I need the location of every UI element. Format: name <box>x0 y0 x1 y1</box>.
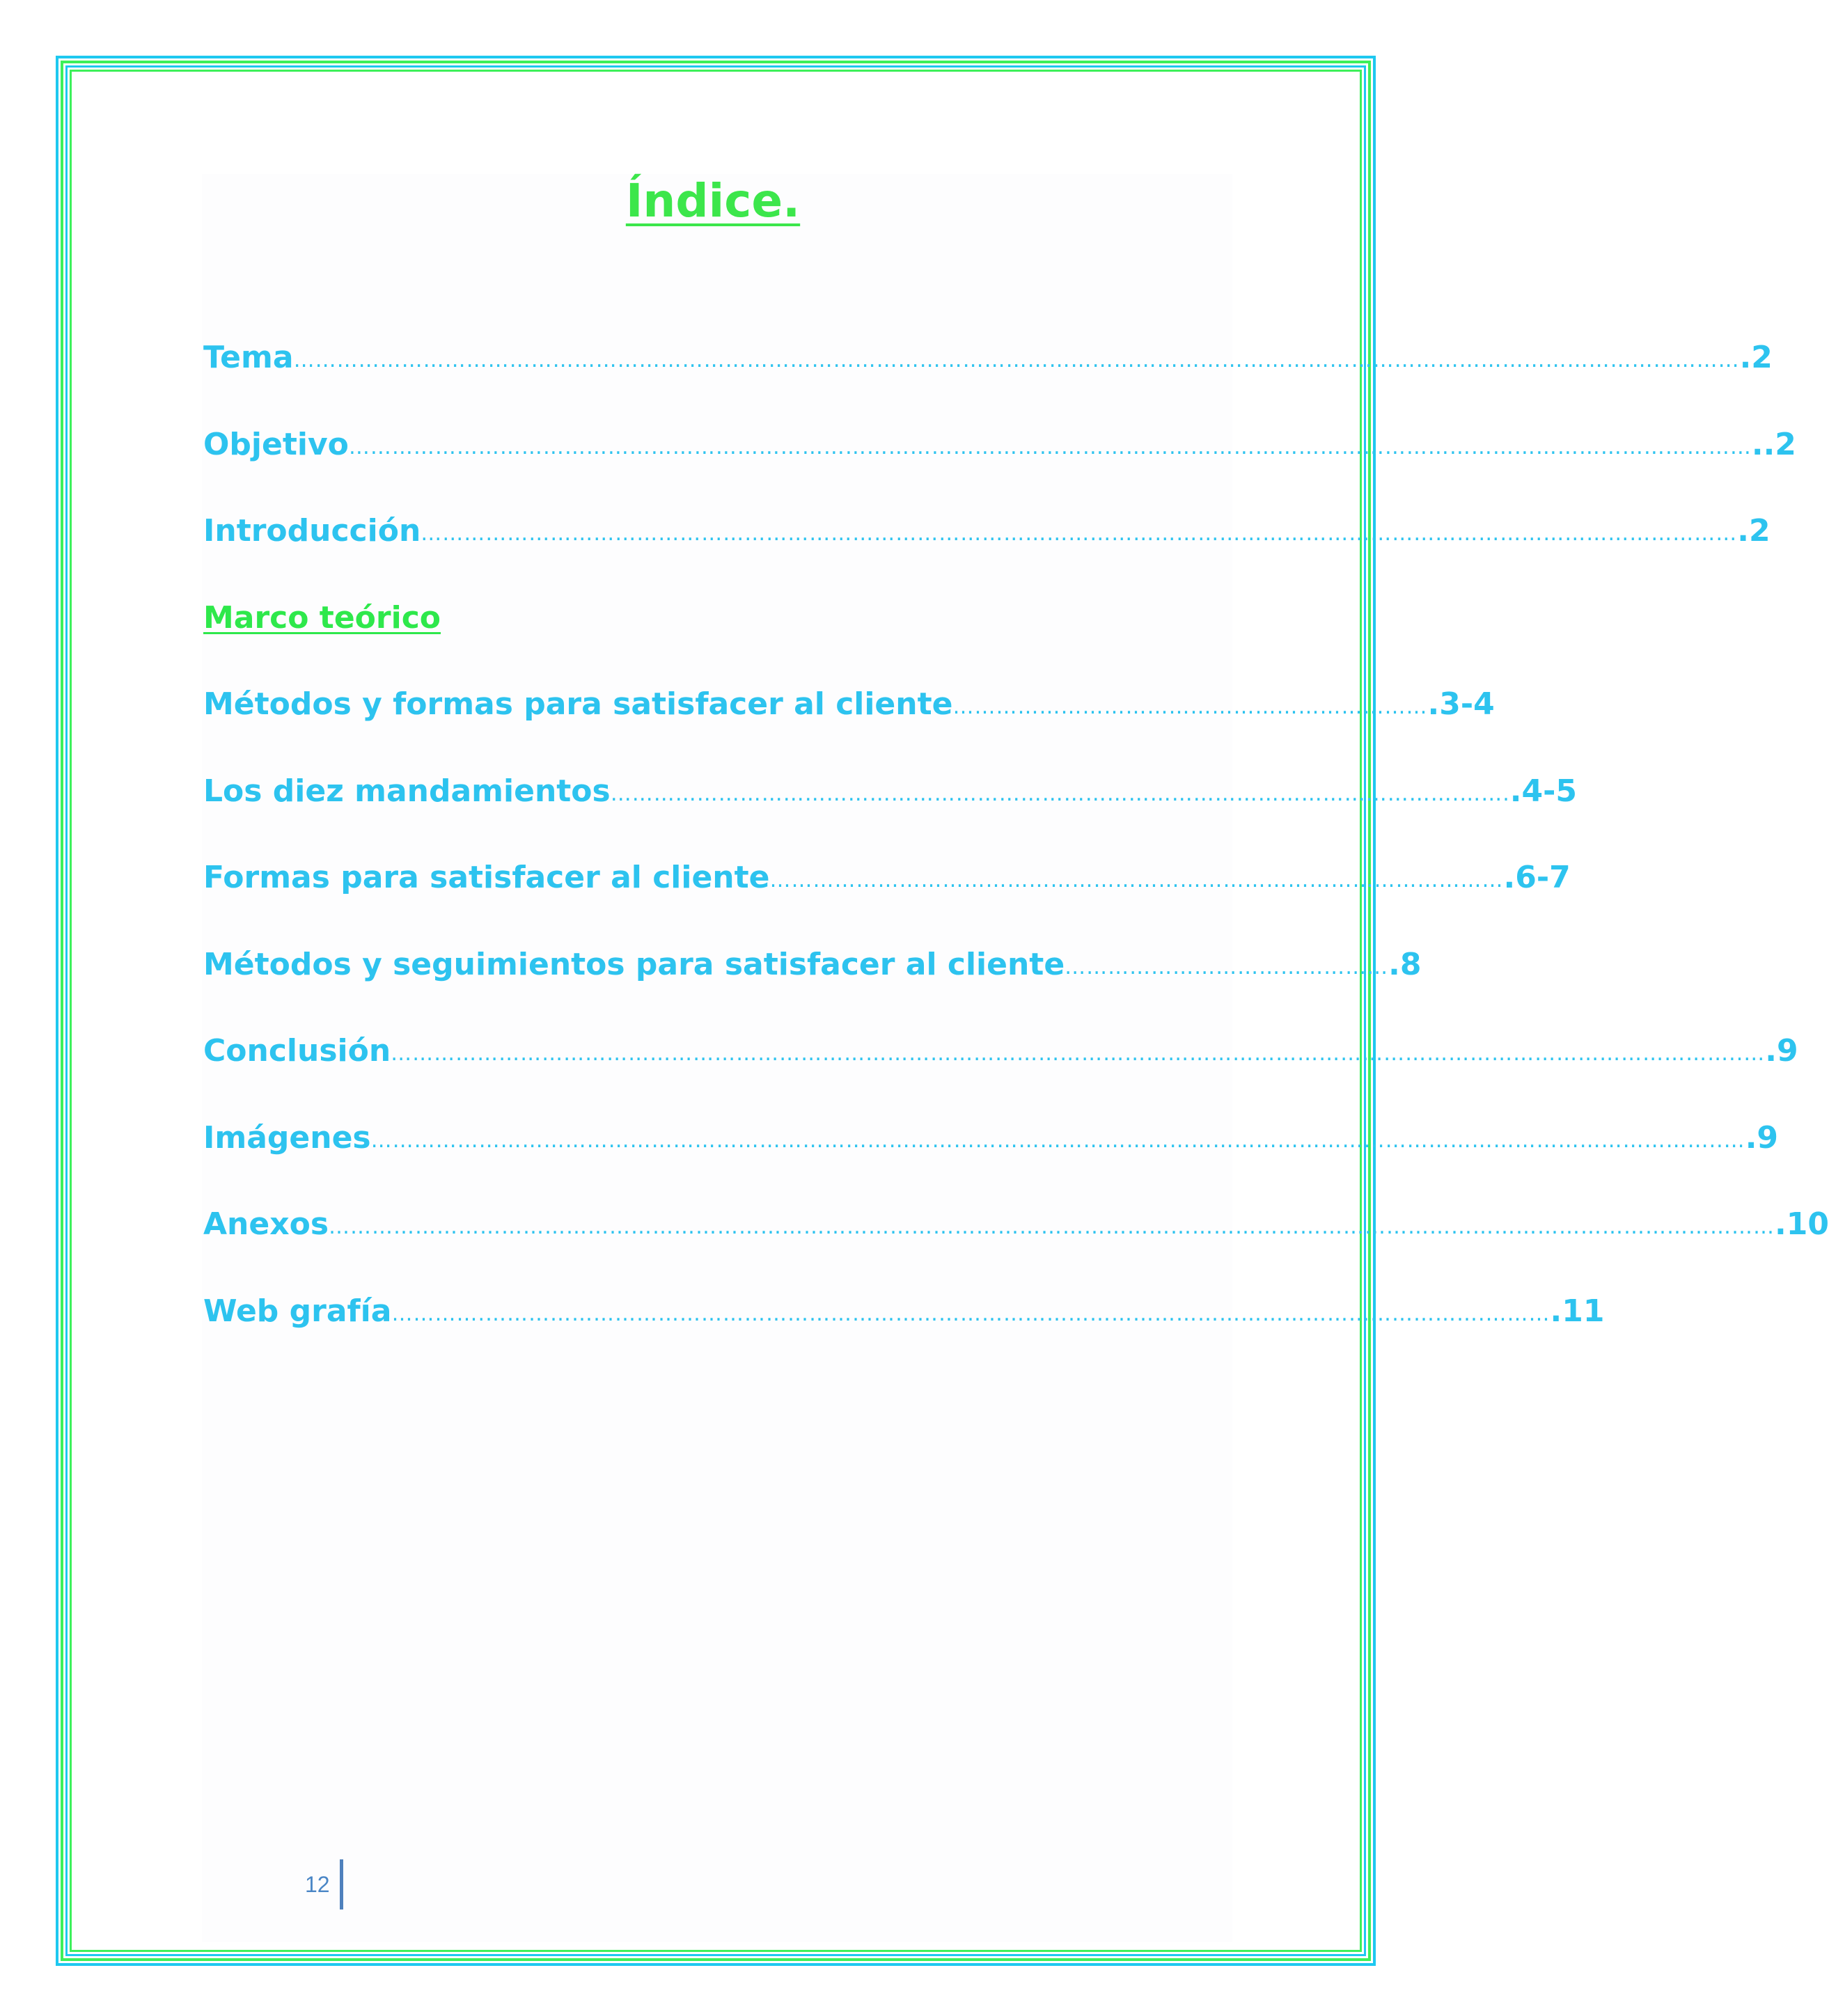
toc-entry-tema <box>203 336 1773 423</box>
toc-entry-leader: ……………………………………………………………………………………………………………………………………………………………………..… <box>391 1041 1766 1066</box>
toc-entry-label: Formas para satisfacer al cliente <box>203 860 770 895</box>
toc-entry-page: .10 <box>1775 1206 1829 1242</box>
toc-entry-web-grafia <box>203 1290 1605 1377</box>
toc-entry-label: Imágenes <box>203 1119 371 1156</box>
toc-entry-label: Objetivo <box>203 426 349 462</box>
toc-entry-label: Tema <box>203 340 294 375</box>
toc-entry-leader: ………………………………………………………………………………………………………………………………………………………………………………… <box>329 1215 1775 1239</box>
toc-section-marco-teorico <box>203 597 1220 684</box>
toc-entry-label: Conclusión <box>203 1033 391 1069</box>
toc-entry-metodos-formas <box>203 683 1495 770</box>
section-heading: Marco teórico <box>203 599 441 636</box>
toc-entry-page: .8 <box>1388 946 1422 982</box>
toc-entry-leader: ……………………………………… <box>1065 954 1389 979</box>
toc-entry-leader: ……………………………………………………………………………………………………….……. <box>610 781 1510 806</box>
toc-entry-anexos <box>203 1203 1829 1290</box>
toc-entry-leader: ………….………………………………………………………………………………………………………………………….……… <box>391 1301 1551 1326</box>
toc-entry-page: .9 <box>1745 1119 1779 1156</box>
toc-entry-page: .4-5 <box>1509 773 1578 809</box>
toc-entry-page: .2 <box>1739 340 1773 375</box>
toc-entry-leader: ……………………………………………………………………………………………………………………………………………………………………..… <box>370 1128 1745 1153</box>
page-number-divider <box>340 1859 343 1909</box>
page-footer <box>305 1860 343 1909</box>
toc-entry-page: .6-7 <box>1503 860 1571 895</box>
toc-entry-leader: ………………………………………………………………………………………………………………………………………………………………………………… <box>293 348 1740 372</box>
toc-entry-label: Anexos <box>203 1206 329 1242</box>
toc-entry-leader: ………………………………………………………………………………………… <box>769 868 1504 892</box>
toc-entry-page: .3-4 <box>1427 686 1495 722</box>
toc-entry-introduccion <box>203 510 1771 597</box>
toc-entry-label: Métodos y formas para satisfacer al cliente <box>203 686 953 722</box>
toc-entry-diez-mandamientos <box>203 770 1578 857</box>
toc-entry-imagenes <box>203 1117 1779 1204</box>
toc-entry-page: .2 <box>1737 513 1771 549</box>
toc-entry-leader: ………………………………………………………… <box>952 695 1428 719</box>
toc-entry-objetivo <box>203 423 1796 510</box>
toc-entry-page: .11 <box>1550 1293 1605 1329</box>
toc-entry-conclusion <box>203 1030 1798 1117</box>
toc-entry-label: Introducción <box>203 513 421 549</box>
page-title: Índice. <box>625 174 801 228</box>
toc-entry-label: Métodos y seguimientos para satisfacer al cliente <box>203 946 1065 982</box>
table-of-contents <box>203 336 1829 1376</box>
toc-entry-metodos-seguimientos <box>203 943 1422 1030</box>
toc-entry-leader: ………………………………………………………………………………………………………………………………………………………………… <box>421 521 1738 546</box>
toc-entry-label: Web grafía <box>203 1293 392 1329</box>
toc-entry-leader: …………………………………………………………………………………………………………………………………………………………………………… <box>348 434 1752 459</box>
toc-entry-label: Los diez mandamientos <box>203 773 611 809</box>
toc-entry-formas-satisfacer <box>203 856 1571 943</box>
toc-entry-page: ..2 <box>1751 426 1796 462</box>
toc-entry-page: .9 <box>1765 1033 1798 1069</box>
page-number: 12 <box>305 1871 330 1897</box>
